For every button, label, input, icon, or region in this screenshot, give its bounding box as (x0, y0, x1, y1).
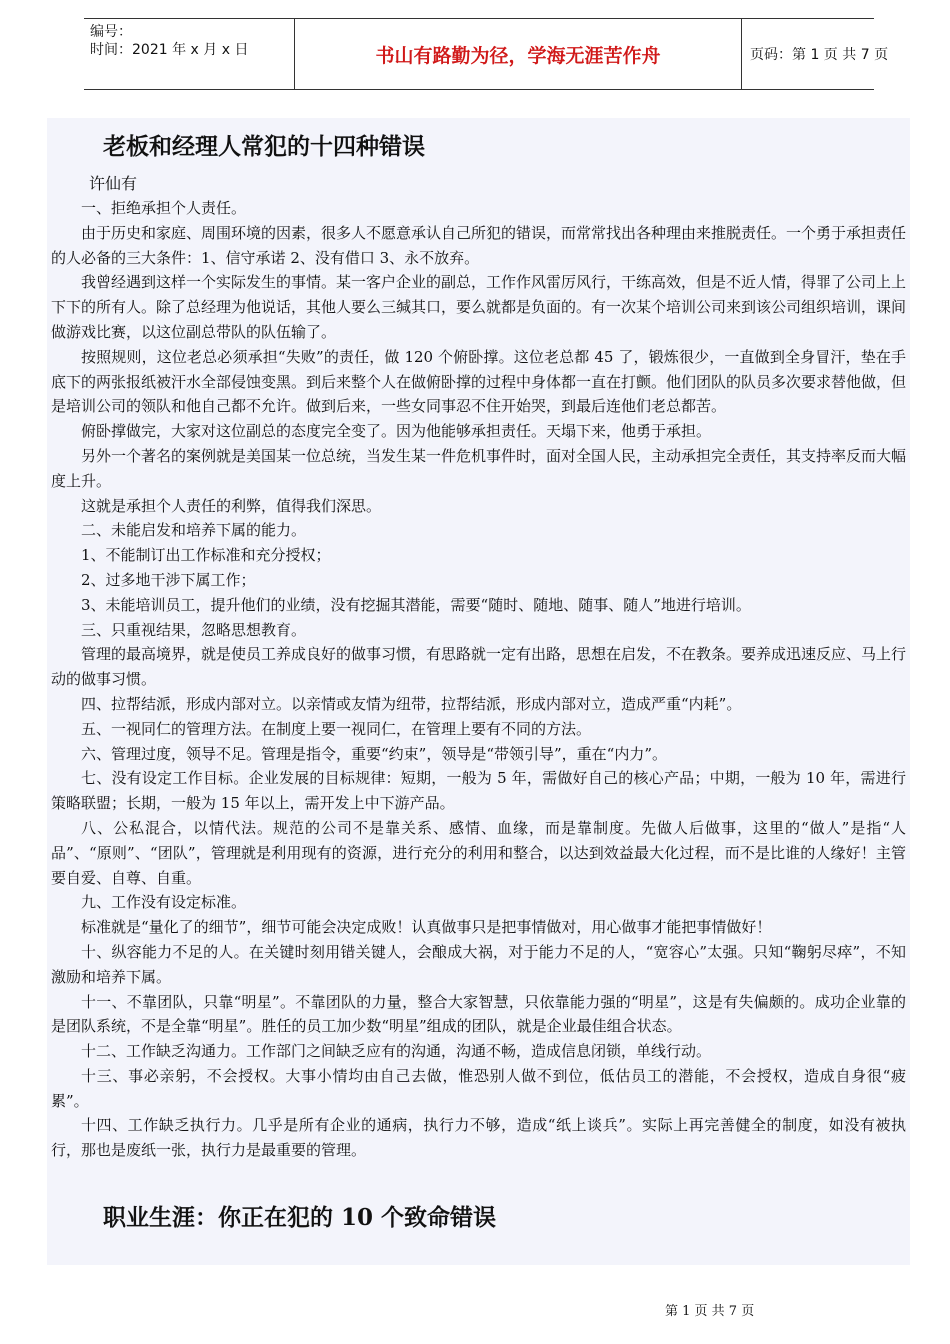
paragraph: 八、公私混合，以情代法。规范的公司不是靠关系、感情、血缘，而是靠制度。先做人后做事，这里的“做人”是指“人品”、“原则”、“团队”，管理就是利用现有的资源，进行充分的利用和整合，以达到效益最大化过程，而不是比谁的人缘好！主管要自爱、自尊、自重。 (51, 818, 906, 887)
paragraph: 按照规则，这位老总必须承担“失败”的责任，做 120 个俯卧撑。这位老总都 45 了，锻炼很少，一直做到全身冒汗，垫在手底下的两张报纸被汗水全部侵蚀变黑。到后来整个人在做俯卧撑的过程中身体都一直在打颤。他们团队的队员多次要求替他做，但是培训公司的领队和他自己都不允许。做到后来，一些女同事忍不住开始哭，到最后连他们老总都苦。 (51, 347, 907, 416)
paragraph: 十一、不靠团队，只靠“明星”。不靠团队的力量，整合大家智慧，只依靠能力强的“明星”，这是有失偏颇的。成功企业靠的是团队系统，不是全靠“明星”。胜任的员工加少数“明星”组成的团队，就是企业最佳组合状态。 (51, 992, 906, 1036)
paragraph: 3、未能培训员工，提升他们的业绩，没有挖掘其潜能，需要“随时、随地、随事、随人”地进行培训。 (81, 595, 751, 614)
paragraph: 九、工作没有设定标准。 (81, 893, 247, 912)
paragraph: 七、没有设定工作目标。企业发展的目标规律：短期，一般为 5 年，需做好自己的核心产品；中期，一般为 10 年，需进行策略联盟；长期，一般为 15 年以上，需开发上中下游产品。 (51, 769, 906, 813)
paragraph: 六、管理过度，领导不足。管理是指令，重要“约束”，领导是“带领引导”，重在“内力”。 (81, 744, 668, 763)
paragraph: 十、纵容能力不足的人。在关键时刻用错关键人，会酿成大祸，对于能力不足的人，“宽容心”太强。只知“鞠躬尽瘁”，不知激励和培养下属。 (51, 942, 906, 986)
header-page-info: 页码：第 1 页 共 7 页 (742, 19, 950, 89)
paragraph: 管理的最高境界，就是使员工养成良好的做事习惯，有思路就一定有出路，思想在启发，不在教条。要养成迅速反应、马上行动的做事习惯。 (51, 645, 907, 689)
paragraph: 1、不能制订出工作标准和充分授权； (81, 546, 331, 565)
header-meta (84, 19, 294, 89)
paragraph: 四、拉帮结派，形成内部对立。以亲情或友情为纽带，拉帮结派，形成内部对立，造成严重“内耗”。 (81, 694, 742, 713)
paragraph: 三、只重视结果，忽略思想教育。 (81, 620, 307, 639)
article-body (47, 118, 910, 1265)
paragraph: 我曾经遇到这样一个实际发生的事情。某一客户企业的副总，工作作风雷厉风行，干练高效，但是不近人情，得罪了公司上上下下的所有人。除了总经理为他说话，其他人要么三缄其口，要么就都是负面的。有一次某个培训公司来到该公司组织培训，课间做游戏比赛，以这位副总带队的队伍输了。 (51, 273, 907, 341)
paragraph: 十二、工作缺乏沟通力。工作部门之间缺乏应有的沟通，沟通不畅，造成信息闭锁，单线行动。 (81, 1042, 712, 1061)
paragraph: 这就是承担个人责任的利弊，值得我们深思。 (81, 496, 382, 515)
paragraph: 一、拒绝承担个人责任。 (81, 199, 247, 217)
document-number-label: 编号： (90, 24, 132, 40)
paragraph: 标准就是“量化了的细节”，细节可能会决定成败！认真做事只是把事情做对，用心做事才能把事情做好！ (81, 918, 772, 937)
document-time-label: 时间：2021 年 x 月 x 日 (90, 42, 249, 58)
paragraph: 二、未能启发和培养下属的能力。 (81, 521, 307, 540)
paragraph: 五、一视同仁的管理方法。在制度上要一视同仁，在管理上要有不同的方法。 (81, 719, 592, 738)
header-motto: 书山有路勤为径，学海无涯苦作舟 (294, 19, 742, 89)
paragraph: 俯卧撑做完，大家对这位副总的态度完全变了。因为他能够承担责任。天塌下来，他勇于承担。 (81, 422, 712, 441)
article-paragraphs (51, 196, 906, 1163)
article-author: 许仙有 (89, 174, 138, 193)
page-footer: 第 1 页 共 7 页 (665, 1304, 755, 1319)
paragraph: 由于历史和家庭、周围环境的因素，很多人不愿意承认自己所犯的错误，而常常找出各种理由来推脱责任。一个勇于承担责任的人必备的三大条件：1、信守承诺 2、没有借口 3、永不放弃。 (51, 223, 907, 267)
paragraph: 另外一个著名的案例就是美国某一位总统，当发生某一件危机事件时，面对全国人民，主动承担完全责任，其支持率反而大幅度上升。 (51, 446, 907, 490)
paragraph: 2、过多地干涉下属工作； (81, 570, 256, 589)
page-header (84, 18, 889, 90)
paragraph: 十四、工作缺乏执行力。几乎是所有企业的通病，执行力不够，造成“纸上谈兵”。实际上再完善健全的制度，如没有被执行，那也是废纸一张，执行力是最重要的管理。 (51, 1116, 906, 1160)
paragraph: 十三、事必亲躬，不会授权。大事小情均由自己去做，惟恐别人做不到位，低估员工的潜能，不会授权，造成自身很“疲累”。 (51, 1066, 906, 1110)
article-title: 老板和经理人常犯的十四种错误 (103, 133, 425, 160)
next-article-title: 职业生涯：你正在犯的 10 个致命错误 (103, 1204, 497, 1232)
